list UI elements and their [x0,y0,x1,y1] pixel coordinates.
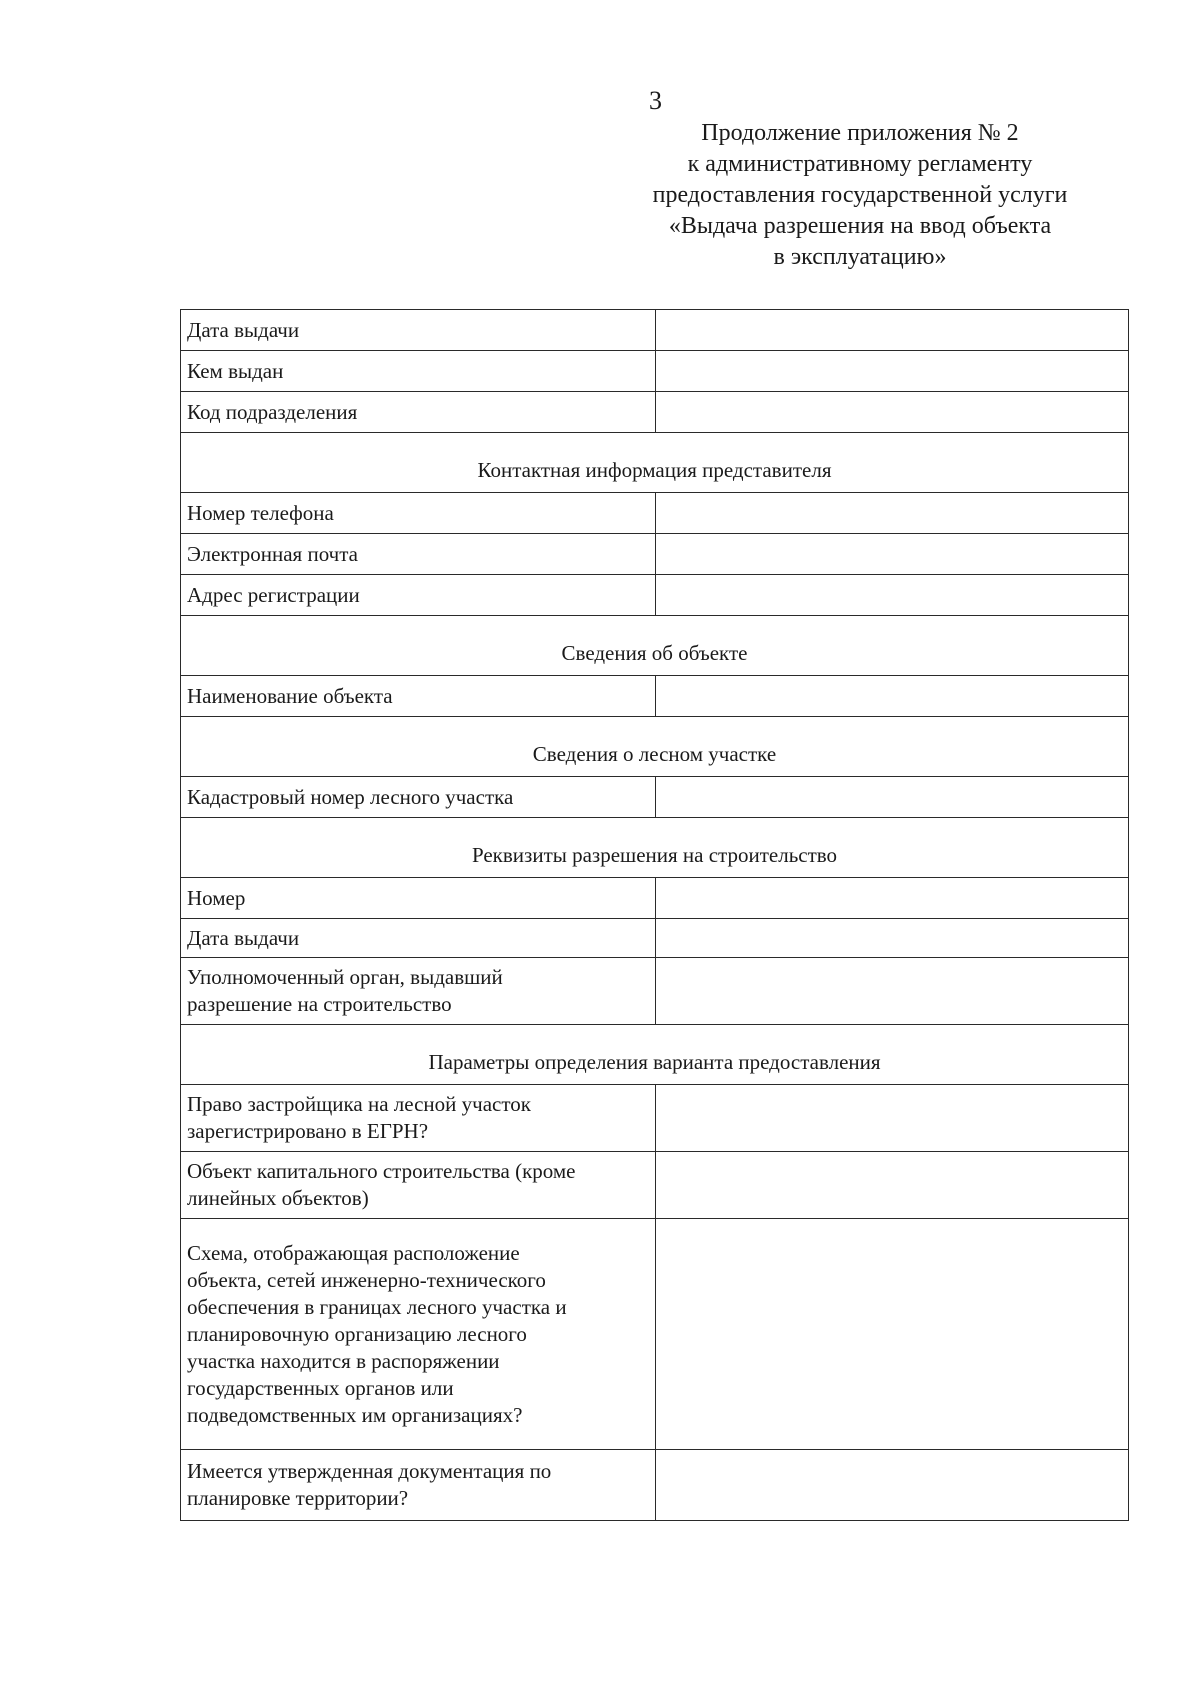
q3-label-line: планировочную организацию лесного [187,1321,527,1346]
permit-number-label: Номер [181,878,656,919]
section-heading-row [181,616,1129,676]
permit-date-field[interactable] [656,919,1129,958]
section-heading-row [181,1025,1129,1085]
q1-label-line: зарегистрировано в ЕГРН? [187,1119,429,1143]
phone-field[interactable] [656,493,1129,534]
appendix-header [580,118,1140,273]
q3-label [181,1219,656,1450]
issue-date-label: Дата выдачи [181,310,656,351]
q3-label-line: государственных органов или [187,1375,454,1400]
q1-field[interactable] [656,1085,1129,1152]
email-label: Электронная почта [181,534,656,575]
phone-label: Номер телефона [181,493,656,534]
table-row [181,392,1129,433]
cadastral-number-label: Кадастровый номер лесного участка [181,777,656,818]
division-code-field[interactable] [656,392,1129,433]
reg-address-field[interactable] [656,575,1129,616]
cadastral-number-field[interactable] [656,777,1129,818]
q2-label-line: Объект капитального строительства (кроме [187,1159,576,1183]
table-row [181,310,1129,351]
email-field[interactable] [656,534,1129,575]
permit-date-label: Дата выдачи [181,919,656,958]
section-heading-row [181,818,1129,878]
q3-label-line: обеспечения в границах лесного участка и [187,1294,567,1319]
authority-field[interactable] [656,958,1129,1025]
q4-label-line: планировке территории? [187,1486,409,1510]
authority-label-line: Уполномоченный орган, выдавший [187,965,503,989]
issued-by-field[interactable] [656,351,1129,392]
authority-label-line: разрешение на строительство [187,992,452,1016]
table-row [181,777,1129,818]
q4-label-line: Имеется утвержденная документация по [187,1459,552,1483]
header-line: к административному регламенту [687,151,1033,177]
q3-label-line: объекта, сетей инженерно-технического [187,1267,546,1292]
q1-label-line: Право застройщика на лесной участок [187,1092,531,1116]
application-form-table [180,309,1129,1521]
object-name-field[interactable] [656,676,1129,717]
q3-label-line: подведомственных им организациях? [187,1402,523,1427]
section-forest-heading: Сведения о лесном участке [181,717,1129,777]
q3-label-line: участка находится в распоряжении [187,1348,500,1373]
table-row [181,1152,1129,1219]
q2-label [181,1152,656,1219]
issue-date-field[interactable] [656,310,1129,351]
header-line: Продолжение приложения № 2 [701,120,1019,146]
header-line: предоставления государственной услуги [652,182,1068,208]
table-row [181,1450,1129,1521]
header-line: «Выдача разрешения на ввод объекта [668,213,1052,239]
section-heading-row [181,717,1129,777]
authority-label [181,958,656,1025]
q3-field[interactable] [656,1219,1129,1450]
table-row [181,676,1129,717]
section-params-heading: Параметры определения варианта предоставления [181,1025,1129,1085]
table-row [181,1219,1129,1450]
reg-address-label: Адрес регистрации [181,575,656,616]
table-row [181,493,1129,534]
table-row [181,919,1129,958]
table-row [181,351,1129,392]
q4-label [181,1450,656,1521]
table-row [181,1085,1129,1152]
q3-label-line: Схема, отображающая расположение [187,1240,520,1265]
section-permit-heading: Реквизиты разрешения на строительство [181,818,1129,878]
header-line: в эксплуатацию» [773,244,947,270]
table-row [181,878,1129,919]
issued-by-label: Кем выдан [181,351,656,392]
q4-field[interactable] [656,1450,1129,1521]
table-row [181,575,1129,616]
table-row [181,958,1129,1025]
table-row [181,534,1129,575]
object-name-label: Наименование объекта [181,676,656,717]
permit-number-field[interactable] [656,878,1129,919]
division-code-label: Код подразделения [181,392,656,433]
section-object-heading: Сведения об объекте [181,616,1129,676]
q1-label [181,1085,656,1152]
page-number: 3 [649,86,662,115]
section-contact-heading: Контактная информация представителя [181,433,1129,493]
q2-field[interactable] [656,1152,1129,1219]
q2-label-line: линейных объектов) [187,1186,369,1210]
section-heading-row [181,433,1129,493]
